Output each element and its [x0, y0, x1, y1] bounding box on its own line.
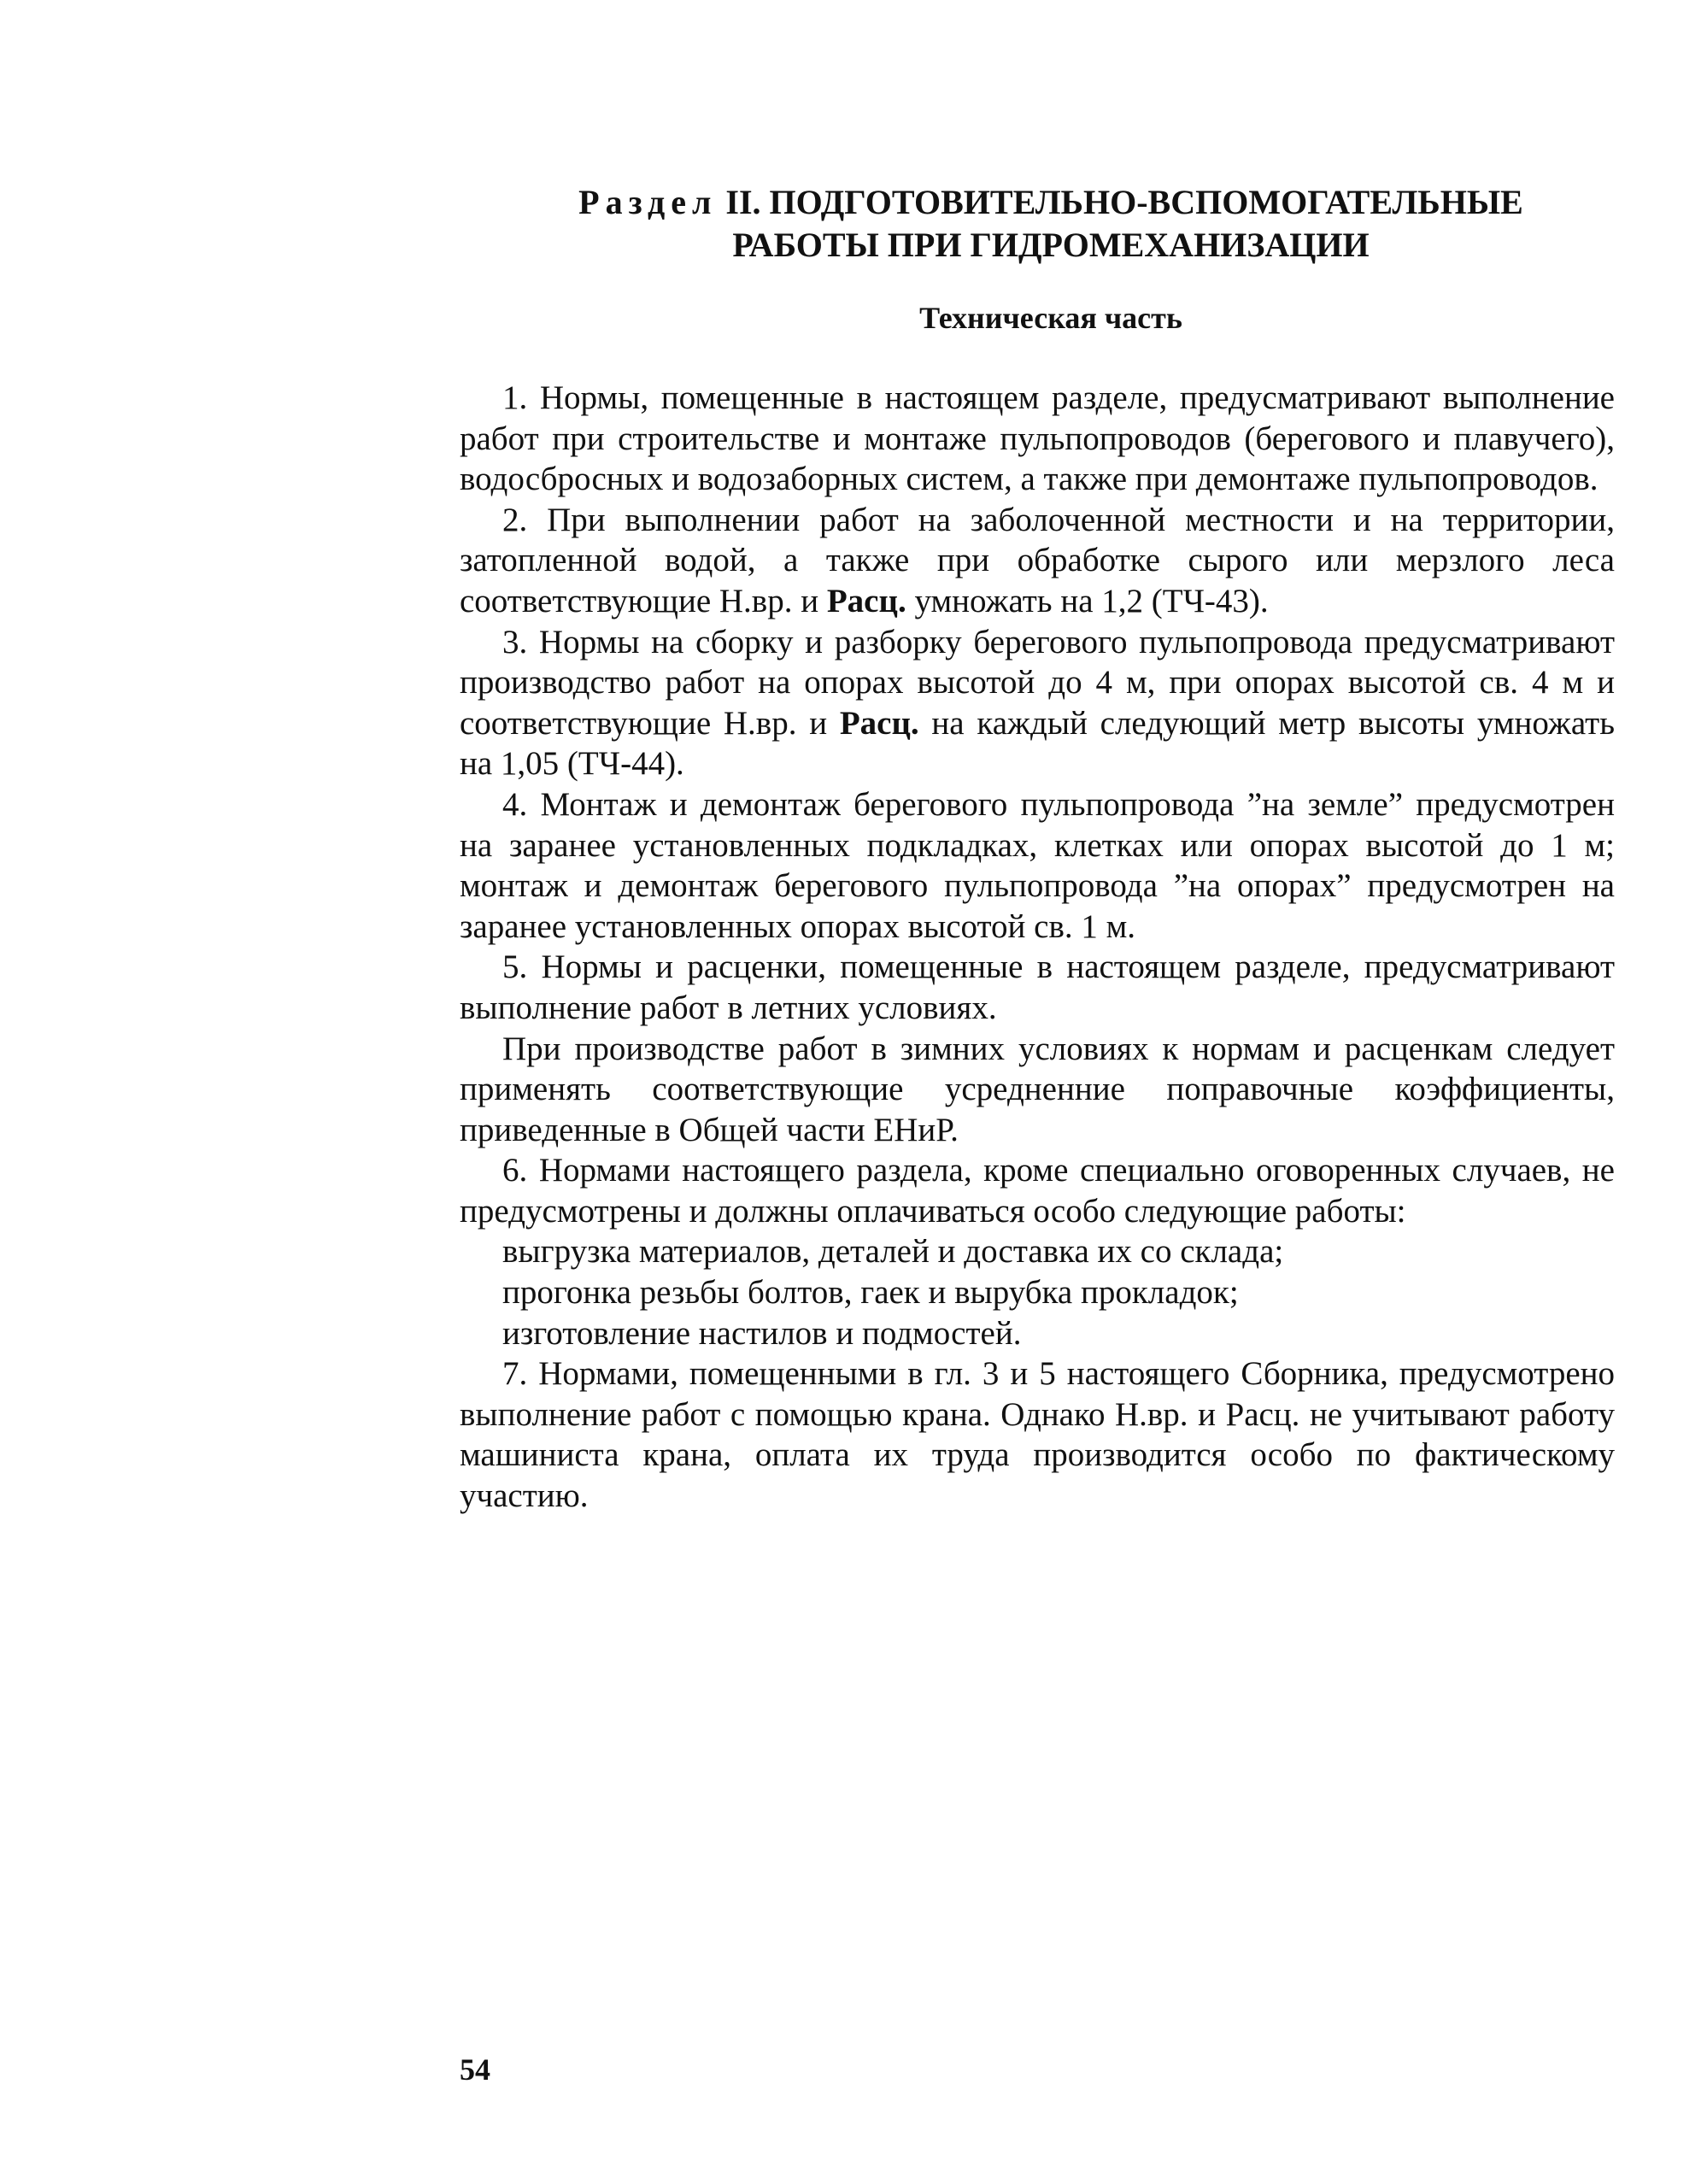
subheading: Техническая часть: [919, 301, 1182, 335]
paragraph-3: [460, 622, 1615, 784]
paragraph-5b: При производстве работ в зимних условиях к нормам и расценкам следует применять соответствующие усредненние поправочные коэффициенты, приведенные в Общей части ЕНиР.: [460, 1030, 1615, 1148]
section-heading: [461, 181, 1640, 267]
paragraph-3-text-a: 3. Нормы на сборку и разборку берегового пульпопровода предусматривают производство работ на опорах высотой до 4 м, при опорах высотой св. 4 м и соответствующие Н.вр. и: [460, 623, 1615, 742]
paragraph-5: 5. Нормы и расценки, помещенные в настоящем разделе, предусматривают выполнение работ в летних условиях.: [460, 948, 1615, 1026]
paragraph-1: 1. Нормы, помещенные в настоящем разделе, предусматривают выполнение работ при строительстве и монтаже пульпопроводов (берегового и плавучего), водосбросных и водозаборных систем, а также при демонтаже пульпопроводов.: [460, 379, 1615, 498]
paragraph-3-text-b: на каждый следующий метр высоты умножать на 1,05 (ТЧ-44).: [460, 704, 1615, 783]
section-prefix: Раздел: [578, 183, 718, 221]
section-title-line2: РАБОТЫ ПРИ ГИДРОМЕХАНИЗАЦИИ: [732, 226, 1370, 264]
page-number: 54: [460, 2052, 490, 2087]
paragraph-4: 4. Монтаж и демонтаж берегового пульпопровода ”на земле” предусмотрен на заранее установленных подкладках, клетках или опорах высотой до 1 м; монтаж и демонтаж берегового пульпопровода ”на опорах” предусмотрен на заранее установленных опорах высотой св. 1 м.: [460, 785, 1615, 945]
paragraph-2-text-b: умножать на 1,2 (ТЧ-43).: [906, 582, 1269, 619]
paragraph-7: 7. Нормами, помещенными в гл. 3 и 5 настоящего Сборника, предусмотрено выполнение работ с помощью крана. Однако Н.вр. и Расц. не учитывают работу машиниста крана, оплата их труда производится особо по фактическому участию.: [460, 1355, 1615, 1515]
paragraph-2: [460, 500, 1615, 622]
paragraph-6-item: выгрузка материалов, деталей и доставка их со склада;: [502, 1233, 1284, 1271]
paragraph-6-item: прогонка резьбы болтов, гаек и вырубка прокладок;: [502, 1274, 1239, 1312]
section-title-line1: II. ПОДГОТОВИТЕЛЬНО-ВСПОМОГАТЕЛЬНЫЕ: [725, 183, 1523, 221]
section-heading-line1: [461, 181, 1640, 224]
paragraph-3-bold: Расц.: [839, 704, 919, 742]
paragraph-6: 6. Нормами настоящего раздела, кроме специально оговоренных случаев, не предусмотрены и должны оплачиваться особо следующие работы:: [460, 1152, 1615, 1230]
paragraph-2-bold: Расц.: [826, 582, 906, 619]
paragraph-2-text-a: 2. При выполнении работ на заболоченной местности и на территории, затопленной водой, а также при обработке сырого или мерзлого леса соответствующие Н.вр. и: [460, 501, 1615, 619]
body-text: [460, 378, 1615, 1517]
paragraph-6-item: изготовление настилов и подмостей.: [502, 1314, 1022, 1352]
